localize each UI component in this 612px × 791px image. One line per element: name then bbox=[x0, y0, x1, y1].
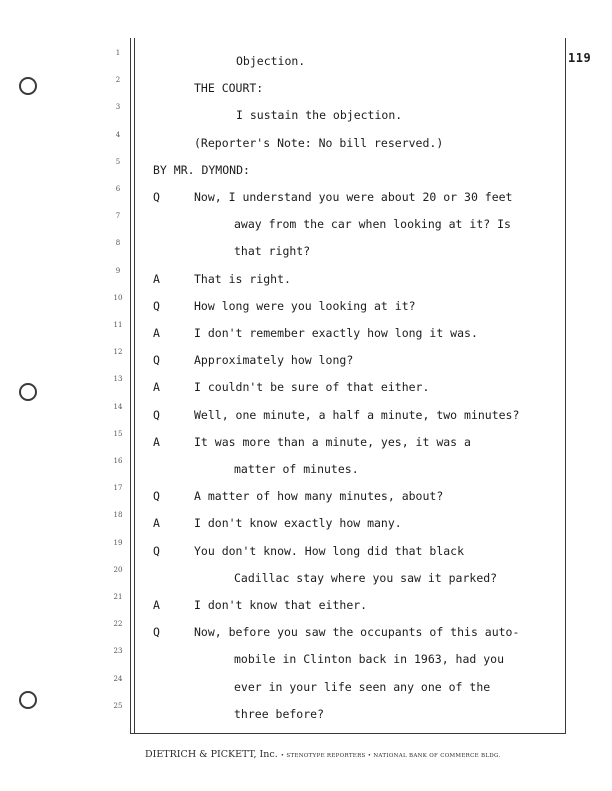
footer-firm: DIETRICH & PICKETT, Inc. bbox=[145, 749, 278, 760]
line-text: Approximately how long? bbox=[194, 353, 354, 368]
transcript-line bbox=[0, 510, 612, 537]
transcript-line bbox=[0, 320, 612, 347]
transcript-line bbox=[0, 157, 612, 184]
line-number: 15 bbox=[113, 429, 123, 438]
line-number: 4 bbox=[115, 130, 121, 139]
footer-bullet: • bbox=[367, 753, 372, 759]
line-text: That is right. bbox=[194, 271, 291, 286]
line-number: 9 bbox=[115, 266, 121, 275]
line-text: away from the car when looking at it? Is bbox=[234, 217, 511, 232]
transcript-line bbox=[0, 701, 612, 728]
transcript-line bbox=[0, 48, 612, 75]
line-number: 7 bbox=[115, 212, 121, 221]
footer-address: NATIONAL BANK OF COMMERCE BLDG. bbox=[373, 753, 501, 759]
transcript-line bbox=[0, 293, 612, 320]
transcript-line bbox=[0, 347, 612, 374]
transcript-line bbox=[0, 565, 612, 592]
line-text: BY MR. DYMOND: bbox=[153, 162, 250, 177]
transcript-line bbox=[0, 429, 612, 456]
speaker-label: Q bbox=[153, 353, 160, 368]
line-number: 20 bbox=[113, 565, 123, 574]
speaker-label: A bbox=[153, 326, 160, 340]
line-text: ever in your life seen any one of the bbox=[234, 679, 491, 694]
transcript-line bbox=[0, 266, 612, 293]
speaker-label: A bbox=[153, 434, 160, 449]
line-text: Now, before you saw the occupants of this auto- bbox=[194, 625, 520, 640]
transcript-line bbox=[0, 483, 612, 510]
line-number: 8 bbox=[115, 239, 121, 248]
line-text: matter of minutes. bbox=[234, 462, 359, 476]
speaker-label: A bbox=[153, 598, 160, 612]
line-text: three before? bbox=[234, 706, 325, 721]
footer-service: STENOTYPE REPORTERS bbox=[286, 753, 366, 759]
line-number: 6 bbox=[115, 185, 121, 193]
line-number: 19 bbox=[113, 538, 123, 547]
transcript-line bbox=[0, 674, 612, 701]
transcript-line bbox=[0, 538, 612, 565]
line-text: Well, one minute, a half a minute, two minutes? bbox=[194, 407, 520, 422]
speaker-label: Q bbox=[153, 543, 160, 558]
speaker-label: Q bbox=[153, 298, 160, 313]
transcript-line bbox=[0, 211, 612, 238]
footer bbox=[145, 749, 565, 760]
line-number: 1 bbox=[115, 49, 121, 57]
speaker-label: A bbox=[153, 380, 160, 395]
transcript-line bbox=[0, 592, 612, 619]
line-text: Now, I understand you were about 20 or 30 feet bbox=[194, 190, 513, 204]
line-text: I don't know exactly how many. bbox=[194, 516, 402, 531]
line-text: I don't remember exactly how long it was. bbox=[194, 326, 478, 340]
transcript-line bbox=[0, 238, 612, 265]
transcript-line bbox=[0, 374, 612, 401]
line-number: 11 bbox=[113, 321, 123, 329]
line-number: 12 bbox=[113, 348, 123, 357]
line-number: 10 bbox=[113, 293, 123, 302]
transcript-line bbox=[0, 456, 612, 483]
bottom-rule bbox=[130, 733, 566, 734]
line-number: 2 bbox=[115, 76, 121, 85]
line-number: 17 bbox=[113, 484, 123, 493]
line-number: 5 bbox=[115, 157, 121, 166]
transcript-line bbox=[0, 130, 612, 157]
line-text: A matter of how many minutes, about? bbox=[194, 489, 444, 504]
line-text: I don't know that either. bbox=[194, 598, 368, 612]
footer-bullet: • bbox=[280, 753, 285, 759]
line-number: 18 bbox=[113, 511, 123, 520]
speaker-label: A bbox=[153, 516, 160, 531]
speaker-label: Q bbox=[153, 407, 160, 422]
line-text: Objection. bbox=[236, 54, 306, 68]
line-text: Cadillac stay where you saw it parked? bbox=[234, 570, 498, 585]
speaker-label: Q bbox=[153, 190, 160, 204]
transcript-line bbox=[0, 619, 612, 646]
line-text: THE COURT: bbox=[194, 81, 264, 96]
transcript-line bbox=[0, 75, 612, 102]
line-number: 23 bbox=[113, 647, 123, 656]
line-number: 21 bbox=[113, 593, 123, 601]
line-number: 13 bbox=[113, 375, 123, 384]
page-number: 119 bbox=[568, 51, 592, 65]
line-text: You don't know. How long did that black bbox=[194, 543, 465, 558]
line-text: (Reporter's Note: No bill reserved.) bbox=[194, 135, 444, 150]
line-text: How long were you looking at it? bbox=[194, 298, 416, 313]
speaker-label: Q bbox=[153, 489, 160, 504]
line-text: that right? bbox=[234, 244, 311, 259]
line-number: 25 bbox=[113, 701, 123, 710]
line-text: It was more than a minute, yes, it was a bbox=[194, 434, 471, 449]
speaker-label: A bbox=[153, 271, 160, 286]
speaker-label: Q bbox=[153, 625, 160, 640]
line-number: 24 bbox=[113, 674, 123, 683]
transcript-line bbox=[0, 646, 612, 673]
line-text: mobile in Clinton back in 1963, had you bbox=[234, 652, 505, 667]
transcript-line bbox=[0, 402, 612, 429]
line-number: 16 bbox=[113, 457, 123, 465]
line-number: 14 bbox=[113, 402, 123, 411]
transcript-line bbox=[0, 102, 612, 129]
line-text: I couldn't be sure of that either. bbox=[194, 380, 430, 395]
line-number: 3 bbox=[115, 103, 121, 112]
transcript-line bbox=[0, 184, 612, 211]
line-text: I sustain the objection. bbox=[236, 108, 403, 123]
line-number: 22 bbox=[113, 620, 123, 629]
